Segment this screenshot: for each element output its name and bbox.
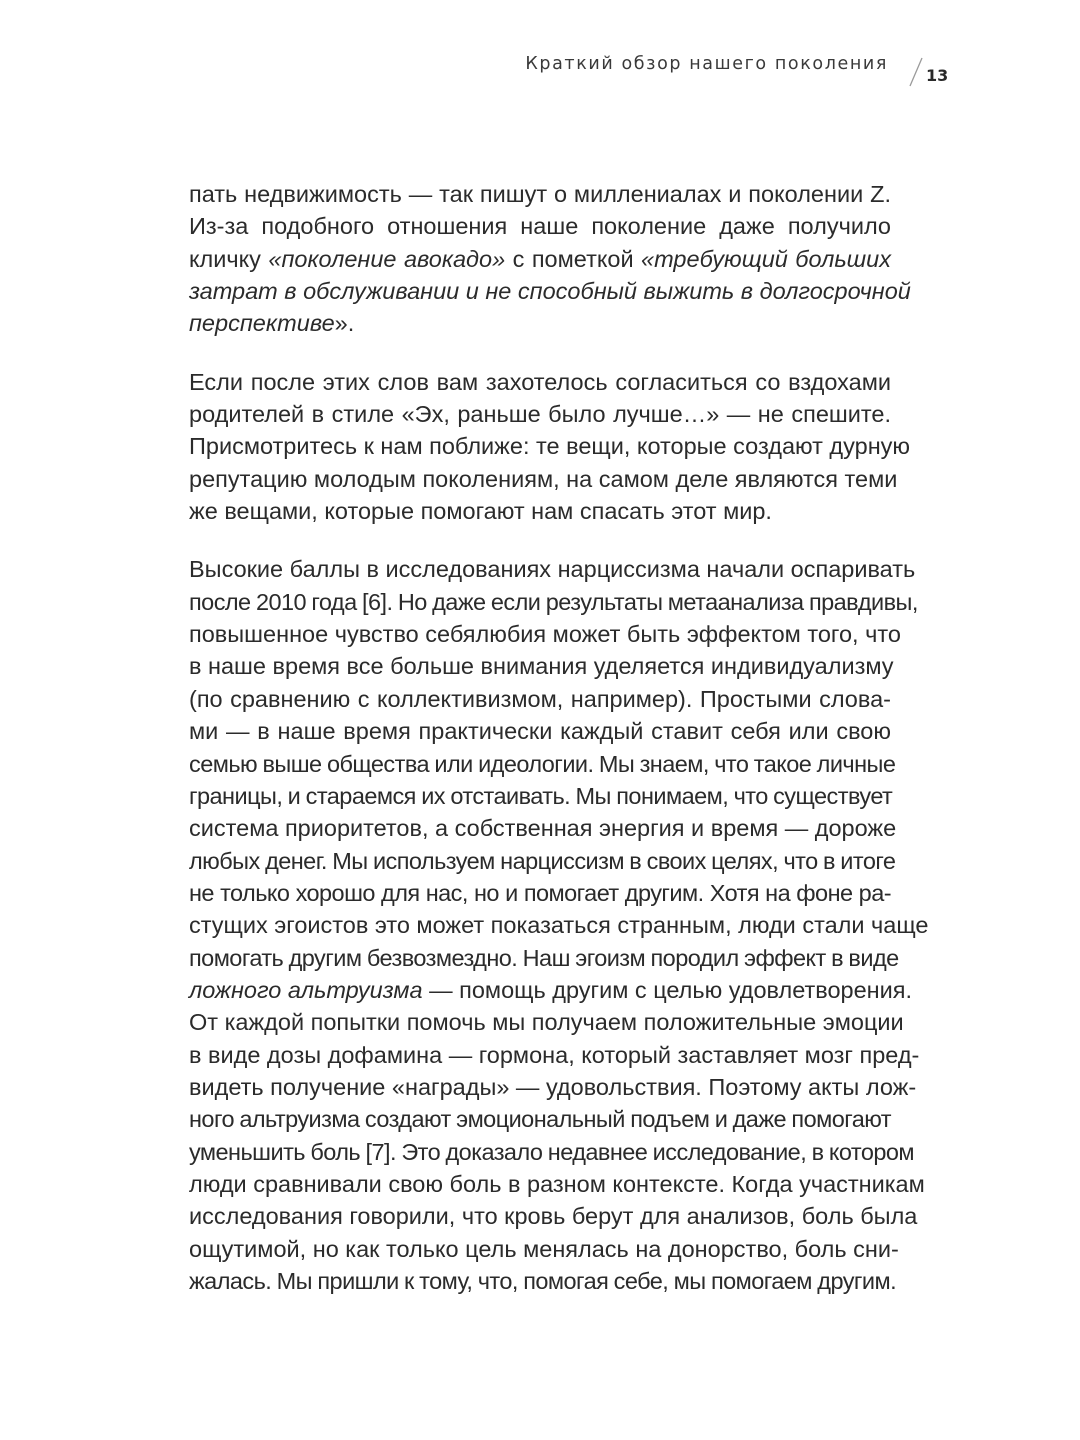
running-head-title: Краткий обзор нашего поколения: [525, 54, 888, 74]
text-segment: пать недвижимость — так пишут о миллениалах и поколении Z.: [189, 181, 891, 207]
text-segment: Если после этих слов вам захотелось согласиться со вздохами: [189, 368, 891, 395]
text-segment: стущих эгоистов это может показаться странным, люди стали чаще: [189, 912, 929, 939]
text-line: [189, 430, 911, 462]
text-segment: уменьшить боль [7]. Это доказало недавнее исследование, в котором: [189, 1138, 914, 1165]
paragraph-3: [189, 553, 929, 1297]
italic-text: перспективе: [189, 310, 335, 337]
text-segment: после 2010 года [6]. Но даже если результаты метаанализа правдивы,: [189, 588, 918, 615]
text-line: [189, 1071, 917, 1103]
text-line: [189, 715, 891, 747]
text-segment: любых денег. Мы используем нарциссизм в своих целях, что в итоге: [189, 847, 896, 874]
header-divider-slash: [907, 56, 925, 88]
text-segment: жалась. Мы пришли к тому, что, помогая себе, мы помогаем другим.: [189, 1268, 897, 1294]
text-segment: Высокие баллы в исследованиях нарциссизма начали оспаривать: [189, 556, 916, 583]
text-segment: Присмотритесь к нам поближе: те вещи, которые создают дурную: [189, 433, 911, 460]
text-segment: (по сравнению с коллективизмом, например). Простыми слова-: [189, 685, 891, 712]
text-line: [189, 780, 891, 812]
text-segment: От каждой попытки помочь мы получаем положительные эмоции: [189, 1009, 904, 1036]
text-segment: видеть получение «награды» — удовольствия. Поэтому акты лож-: [189, 1073, 917, 1100]
text-segment: помогать другим безвозмездно. Наш эгоизм породил эффект в виде: [189, 944, 899, 971]
text-line: [189, 877, 891, 909]
text-segment: границы, и стараемся их отстаивать. Мы понимаем, что существует: [189, 782, 893, 809]
text-line: [189, 178, 891, 210]
paragraph-2: [189, 366, 911, 528]
text-line: [189, 650, 894, 682]
text-line: [189, 618, 901, 650]
text-segment: ного альтруизма создают эмоциональный подъем и даже помогают: [189, 1106, 892, 1133]
italic-text: затрат в обслуживании и не способный выжить в долгосрочной: [189, 278, 911, 305]
text-line: [189, 1233, 899, 1265]
text-line: [189, 909, 929, 941]
text-segment: Из-за подобного отношения наше поколение даже получило: [189, 213, 891, 240]
text-segment: ощутимой, но как только цель менялась на донорство, боль сни-: [189, 1235, 899, 1262]
text-line: [189, 683, 891, 715]
italic-text: «требующий больших: [641, 245, 892, 272]
text-line: [189, 1136, 914, 1168]
text-line: [189, 974, 913, 1006]
text-segment: с пометкой: [505, 245, 642, 272]
text-line: [189, 845, 896, 877]
text-line: [189, 942, 899, 974]
text-segment: в наше время все больше внимания уделяется индивидуализму: [189, 653, 894, 680]
text-segment: ми — в наше время практически каждый ставит себя или свою: [189, 718, 891, 745]
text-segment: семью выше общества или идеологии. Мы знаем, что такое личные: [189, 750, 896, 777]
text-segment: повышенное чувство себялюбия может быть эффектом того, что: [189, 621, 901, 648]
page-number: 13: [926, 66, 949, 85]
text-line: [189, 495, 891, 527]
text-line: [189, 243, 891, 275]
text-segment: родителей в стиле «Эх, раньше было лучше…» — не спешите.: [189, 401, 891, 428]
text-line: [189, 1103, 891, 1135]
text-segment: ».: [334, 310, 355, 337]
text-line: [189, 275, 911, 307]
text-line: [189, 398, 891, 430]
text-segment: репутацию молодым поколениям, на самом деле являются теми: [189, 465, 898, 492]
text-line: [189, 553, 916, 585]
italic-text: ложного альтруизма: [189, 976, 423, 1003]
text-segment: же вещами, которые помогают нам спасать этот мир.: [189, 498, 772, 525]
text-line: [189, 812, 897, 844]
text-segment: исследования говорили, что кровь берут для анализов, боль была: [189, 1203, 918, 1230]
italic-text: «поколение авокадо»: [268, 245, 506, 272]
text-line: [189, 1168, 925, 1200]
text-segment: в виде дозы дофамина — гормона, который заставляет мозг пред-: [189, 1041, 920, 1068]
text-line: [189, 1265, 897, 1297]
text-line: [189, 1039, 920, 1071]
text-line: [189, 1006, 904, 1038]
text-line: [189, 463, 898, 495]
body-text: [189, 178, 929, 1323]
text-line: [189, 586, 918, 618]
text-segment: — помощь другим с целью удовлетворения.: [422, 976, 913, 1003]
text-segment: не только хорошо для нас, но и помогает другим. Хотя на фоне ра-: [189, 879, 891, 906]
text-line: [189, 366, 891, 398]
text-line: [189, 1200, 918, 1232]
paragraph-1: [189, 178, 911, 340]
text-line: [189, 307, 891, 339]
text-segment: кличку: [189, 245, 269, 272]
text-segment: люди сравнивали свою боль в разном контексте. Когда участникам: [189, 1170, 925, 1197]
text-line: [189, 210, 891, 242]
text-line: [189, 748, 896, 780]
text-segment: система приоритетов, а собственная энергия и время — дороже: [189, 815, 897, 842]
